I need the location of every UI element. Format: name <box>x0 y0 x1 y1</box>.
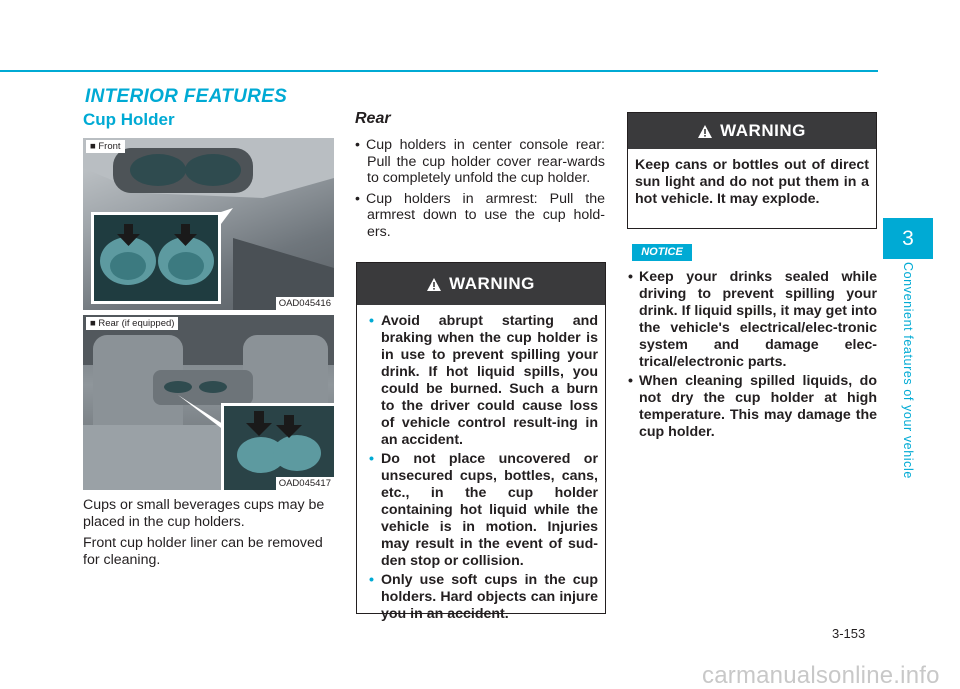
chapter-tab-title <box>886 262 930 492</box>
warning-box-cup-holder <box>356 262 606 622</box>
list-item: • Cup holders in armrest: Pull the armrest down to use the cup hold-ers. <box>355 191 605 241</box>
list-item: • Only use soft cups in the cup holders. Hard objects can injure you in an accident. <box>369 572 598 623</box>
rear-heading: Rear <box>355 110 391 127</box>
warning-body: Keep cans or bottles out of direct sun light and do not put them in a hot vehicle. It may explode. <box>635 157 869 207</box>
rear-photo-label: ■ Rear (if equipped) <box>86 317 178 330</box>
warning-title: WARNING <box>449 274 535 293</box>
rear-bullet-list <box>355 137 605 244</box>
page-number: 3-153 <box>832 626 866 641</box>
paragraph: Cups or small beverages cups may be placed in the cup holders. <box>83 497 325 530</box>
cup-holder-description <box>83 497 335 573</box>
front-cup-holder-photo <box>83 138 334 310</box>
notice-list <box>627 269 877 443</box>
list-item: • When cleaning spilled liquids, do not dry the cup holder at high temperature. This may damage the cup holder. <box>627 373 877 441</box>
warning-triangle-icon <box>427 278 441 291</box>
cup-holder-heading: Cup Holder <box>83 110 175 129</box>
chapter-tab-text: Convenient features of your vehicle <box>901 262 915 479</box>
warning-title: WARNING <box>720 121 806 140</box>
front-photo-label: ■ Front <box>86 140 125 153</box>
top-rule <box>0 70 878 72</box>
section-title: INTERIOR FEATURES <box>85 86 288 107</box>
list-item: • Avoid abrupt starting and braking when the cup holder is in use to prevent spilling your drink. If hot liquid spills, you could be burned. Such a burn to the driver could cause loss of vehicle control result-ing in an accident. <box>369 313 598 449</box>
paragraph: Front cup holder liner can be removed for cleaning. <box>83 535 323 568</box>
front-console-illustration <box>83 138 334 310</box>
front-photo-code: OAD045416 <box>276 297 334 310</box>
warning-triangle-icon <box>698 125 712 138</box>
watermark: carmanualsonline.info <box>702 662 940 689</box>
rear-photo-code: OAD045417 <box>276 477 334 490</box>
warning-box-sunlight <box>627 112 877 229</box>
list-item: • Keep your drinks sealed while driving to prevent spilling your drink. If liquid spills, it may get into the vehicle's electrical/elec-tronic system and damage elec-trical/electronic parts. <box>627 269 877 371</box>
notice-badge: NOTICE <box>632 244 692 261</box>
warning-header <box>628 113 876 149</box>
list-item: • Do not place uncovered or unsecured cups, bottles, cans, etc., in the cup holder containing hot liquid while the vehicle is in motion. Injuries may result in the event of sud-den stop or collision. <box>369 451 598 570</box>
list-item: • Cup holders in center console rear: Pull the cup holder cover rear-wards to completely unfold the cup holder. <box>355 137 605 187</box>
chapter-tab-number: 3 <box>883 218 933 259</box>
rear-armrest-illustration <box>83 315 334 490</box>
warning-header <box>357 263 605 305</box>
warning-body <box>357 305 605 623</box>
rear-cup-holder-photo <box>83 315 334 490</box>
